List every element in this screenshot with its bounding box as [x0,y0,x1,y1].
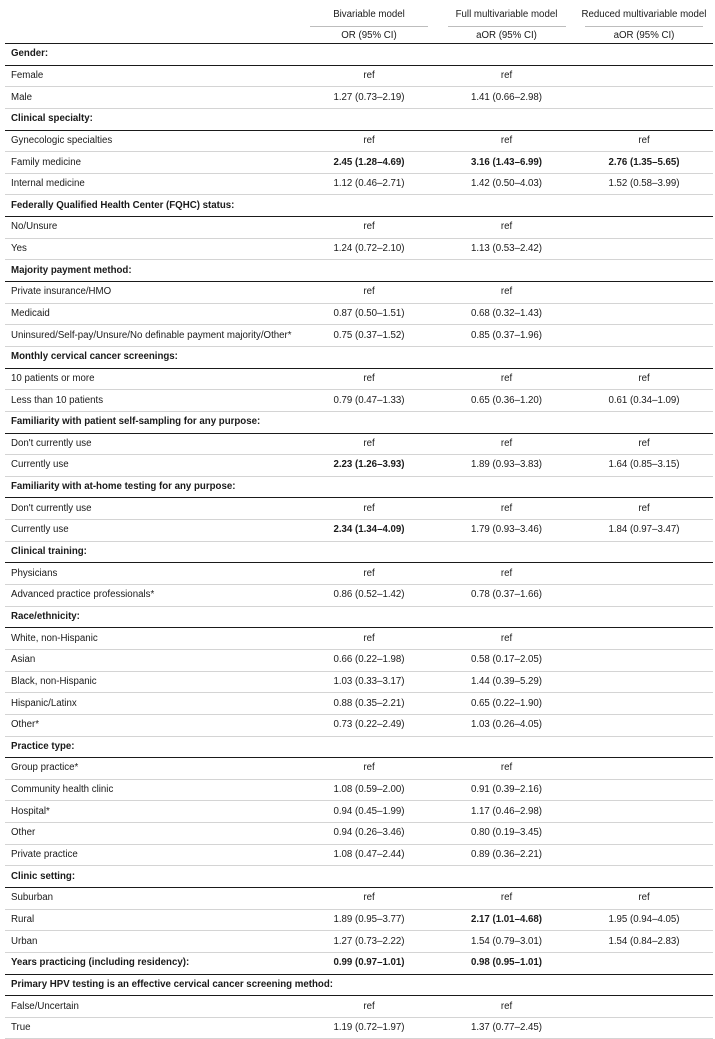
cell-full-multivariable: 1.79 (0.93–3.46) [438,520,575,542]
cell-reduced-multivariable [575,844,713,866]
group-label: Clinical specialty: [5,108,713,130]
cell-full-multivariable: 0.78 (0.37–1.66) [438,585,575,607]
cell-reduced-multivariable [575,823,713,845]
results-table-container [5,4,713,1039]
header-bivariable-model: Bivariable model [333,8,405,20]
cell-full-multivariable: 1.44 (0.39–5.29) [438,671,575,693]
cell-reduced-multivariable [575,758,713,780]
table-group-row [5,108,713,130]
table-row [5,303,713,325]
cell-bivariable: ref [300,758,438,780]
table-row [5,758,713,780]
cell-full-multivariable: ref [438,758,575,780]
table-group-row [5,195,713,217]
row-label: Less than 10 patients [5,390,300,412]
cell-full-multivariable: 1.41 (0.66–2.98) [438,87,575,109]
cell-reduced-multivariable: ref [575,498,713,520]
header-sub-full: aOR (95% CI) [438,25,575,44]
table-row [5,87,713,109]
table-row [5,585,713,607]
table-row [5,282,713,304]
cell-reduced-multivariable [575,563,713,585]
cell-full-multivariable: ref [438,217,575,239]
row-label: Male [5,87,300,109]
significant-value: 2.76 (1.35–5.65) [608,156,680,168]
row-label: Group practice* [5,758,300,780]
cell-reduced-multivariable [575,238,713,260]
table-group-row [5,346,713,368]
cell-reduced-multivariable [575,325,713,347]
table-row [5,433,713,455]
table-row [5,498,713,520]
row-label: Physicians [5,563,300,585]
row-label: Rural [5,909,300,931]
row-label: Family medicine [5,152,300,174]
row-label: Private practice [5,844,300,866]
group-label: Gender: [5,44,713,66]
table-row [5,996,713,1018]
table-row [5,368,713,390]
table-row [5,563,713,585]
table-group-row [5,260,713,282]
cell-full-multivariable [438,152,575,174]
cell-bivariable: 1.03 (0.33–3.17) [300,671,438,693]
cell-full-multivariable: 1.89 (0.93–3.83) [438,455,575,477]
cell-reduced-multivariable: 1.84 (0.97–3.47) [575,520,713,542]
row-label: Hospital* [5,801,300,823]
cell-bivariable: 1.27 (0.73–2.19) [300,87,438,109]
table-row [5,238,713,260]
cell-full-multivariable: ref [438,433,575,455]
row-label: Currently use [5,455,300,477]
cell-bivariable: 0.66 (0.22–1.98) [300,649,438,671]
cell-bivariable: ref [300,887,438,909]
cell-bivariable: ref [300,217,438,239]
cell-reduced-multivariable [575,65,713,87]
group-label: Familiarity with at-home testing for any purpose: [5,476,713,498]
table-row [5,217,713,239]
cell-bivariable: 1.19 (0.72–1.97) [300,1017,438,1039]
cell-full-multivariable: 1.42 (0.50–4.03) [438,173,575,195]
group-label: Primary HPV testing is an effective cervical cancer screening method: [5,974,713,996]
group-label: Years practicing (including residency): [5,952,300,974]
cell-reduced-multivariable [575,714,713,736]
table-row [5,714,713,736]
cell-reduced-multivariable [575,585,713,607]
cell-reduced-multivariable [575,779,713,801]
cell-full-multivariable: 1.54 (0.79–3.01) [438,931,575,953]
row-label: Medicaid [5,303,300,325]
cell-bivariable: ref [300,628,438,650]
cell-bivariable: ref [300,282,438,304]
table-row [5,152,713,174]
cell-full-multivariable: ref [438,996,575,1018]
cell-bivariable: 0.99 (0.97–1.01) [300,952,438,974]
cell-reduced-multivariable: 1.52 (0.58–3.99) [575,173,713,195]
cell-reduced-multivariable: 1.54 (0.84–2.83) [575,931,713,953]
cell-bivariable [300,455,438,477]
header-full-multivariable-model: Full multivariable model [455,8,558,20]
row-label: Private insurance/HMO [5,282,300,304]
table-header [5,4,713,44]
row-label: Urban [5,931,300,953]
cell-reduced-multivariable [575,1017,713,1039]
cell-full-multivariable: ref [438,563,575,585]
row-label: Don't currently use [5,498,300,520]
table-group-row [5,974,713,996]
cell-reduced-multivariable [575,801,713,823]
row-label: Other [5,823,300,845]
cell-bivariable: ref [300,996,438,1018]
cell-bivariable [300,152,438,174]
header-sub-reduced: aOR (95% CI) [575,25,713,44]
cell-bivariable: 0.73 (0.22–2.49) [300,714,438,736]
cell-reduced-multivariable: ref [575,433,713,455]
group-label: Race/ethnicity: [5,606,713,628]
row-label: True [5,1017,300,1039]
cell-full-multivariable: ref [438,130,575,152]
table-row [5,628,713,650]
group-label: Clinic setting: [5,866,713,888]
table-row [5,823,713,845]
table-row [5,801,713,823]
table-row [5,173,713,195]
table-row [5,844,713,866]
cell-bivariable: ref [300,130,438,152]
table-row [5,887,713,909]
row-label: Uninsured/Self-pay/Unsure/No definable payment majority/Other* [5,325,300,347]
cell-bivariable: ref [300,65,438,87]
cell-full-multivariable: 0.68 (0.32–1.43) [438,303,575,325]
cell-full-multivariable: 0.98 (0.95–1.01) [438,952,575,974]
significant-value: 2.34 (1.34–4.09) [333,524,405,536]
cell-reduced-multivariable [575,87,713,109]
table-group-row [5,476,713,498]
group-label: Familiarity with patient self-sampling for any purpose: [5,411,713,433]
odds-ratio-table [5,4,713,1039]
table-row [5,693,713,715]
row-label: Black, non-Hispanic [5,671,300,693]
cell-full-multivariable: ref [438,628,575,650]
table-row [5,325,713,347]
cell-bivariable: 1.12 (0.46–2.71) [300,173,438,195]
cell-bivariable: 0.94 (0.45–1.99) [300,801,438,823]
significant-value: 2.23 (1.26–3.93) [333,459,405,471]
row-label: No/Unsure [5,217,300,239]
table-group-row [5,541,713,563]
cell-full-multivariable: 1.37 (0.77–2.45) [438,1017,575,1039]
group-label: Majority payment method: [5,260,713,282]
cell-bivariable: 1.27 (0.73–2.22) [300,931,438,953]
table-row [5,520,713,542]
table-row [5,671,713,693]
header-reduced-multivariable-model: Reduced multivariable model [581,8,707,20]
cell-full-multivariable: 1.13 (0.53–2.42) [438,238,575,260]
cell-bivariable: ref [300,368,438,390]
cell-full-multivariable: 0.65 (0.36–1.20) [438,390,575,412]
row-label: 10 patients or more [5,368,300,390]
cell-reduced-multivariable: 1.64 (0.85–3.15) [575,455,713,477]
table-group-row [5,736,713,758]
row-label: Don't currently use [5,433,300,455]
table-row [5,130,713,152]
row-label: Internal medicine [5,173,300,195]
cell-bivariable: 1.08 (0.47–2.44) [300,844,438,866]
cell-bivariable [300,520,438,542]
table-row [5,779,713,801]
table-group-row [5,866,713,888]
cell-bivariable: 1.89 (0.95–3.77) [300,909,438,931]
group-label: Clinical training: [5,541,713,563]
cell-full-multivariable: 0.65 (0.22–1.90) [438,693,575,715]
cell-full-multivariable: ref [438,282,575,304]
row-label: Currently use [5,520,300,542]
table-row [5,65,713,87]
row-label: False/Uncertain [5,996,300,1018]
cell-reduced-multivariable [575,282,713,304]
row-label: Yes [5,238,300,260]
cell-bivariable: ref [300,498,438,520]
cell-full-multivariable: 0.89 (0.36–2.21) [438,844,575,866]
header-sub-bivariable: OR (95% CI) [300,25,438,44]
table-row [5,649,713,671]
cell-full-multivariable: 1.17 (0.46–2.98) [438,801,575,823]
row-label: Gynecologic specialties [5,130,300,152]
cell-reduced-multivariable: ref [575,130,713,152]
cell-reduced-multivariable [575,303,713,325]
cell-full-multivariable: 1.03 (0.26–4.05) [438,714,575,736]
cell-reduced-multivariable [575,693,713,715]
cell-bivariable: 0.87 (0.50–1.51) [300,303,438,325]
row-label: White, non-Hispanic [5,628,300,650]
header-blank [5,4,300,25]
cell-full-multivariable [438,909,575,931]
cell-full-multivariable: 0.85 (0.37–1.96) [438,325,575,347]
cell-bivariable: 0.75 (0.37–1.52) [300,325,438,347]
table-group-row [5,44,713,66]
cell-bivariable: 1.24 (0.72–2.10) [300,238,438,260]
significant-value: 2.17 (1.01–4.68) [470,913,543,925]
cell-full-multivariable: ref [438,65,575,87]
cell-reduced-multivariable [575,628,713,650]
group-label: Practice type: [5,736,713,758]
cell-reduced-multivariable [575,217,713,239]
table-row [5,931,713,953]
header-blank-sub [5,25,300,44]
row-label: Asian [5,649,300,671]
cell-full-multivariable: ref [438,368,575,390]
cell-reduced-multivariable [575,952,713,974]
group-label: Federally Qualified Health Center (FQHC) status: [5,195,713,217]
cell-reduced-multivariable: 1.95 (0.94–4.05) [575,909,713,931]
table-row [5,909,713,931]
cell-reduced-multivariable: 0.61 (0.34–1.09) [575,390,713,412]
table-group-row [5,606,713,628]
cell-bivariable: 1.08 (0.59–2.00) [300,779,438,801]
table-row [5,1017,713,1039]
row-label: Advanced practice professionals* [5,585,300,607]
cell-full-multivariable: 0.58 (0.17–2.05) [438,649,575,671]
cell-reduced-multivariable: ref [575,887,713,909]
cell-reduced-multivariable [575,649,713,671]
cell-bivariable: 0.94 (0.26–3.46) [300,823,438,845]
cell-full-multivariable: ref [438,887,575,909]
significant-value: 2.45 (1.28–4.69) [333,156,405,168]
table-body [5,44,713,1039]
cell-bivariable: 0.88 (0.35–2.21) [300,693,438,715]
group-label: Monthly cervical cancer screenings: [5,346,713,368]
cell-full-multivariable: 0.91 (0.39–2.16) [438,779,575,801]
cell-bivariable: ref [300,433,438,455]
cell-bivariable: 0.79 (0.47–1.33) [300,390,438,412]
table-group-row [5,952,713,974]
cell-reduced-multivariable: ref [575,368,713,390]
table-row [5,390,713,412]
row-label: Other* [5,714,300,736]
table-group-row [5,411,713,433]
cell-reduced-multivariable [575,671,713,693]
significant-value: 3.16 (1.43–6.99) [470,156,543,168]
row-label: Community health clinic [5,779,300,801]
cell-reduced-multivariable [575,152,713,174]
row-label: Suburban [5,887,300,909]
table-row [5,455,713,477]
cell-reduced-multivariable [575,996,713,1018]
cell-bivariable: 0.86 (0.52–1.42) [300,585,438,607]
row-label: Hispanic/Latinx [5,693,300,715]
row-label: Female [5,65,300,87]
cell-bivariable: ref [300,563,438,585]
cell-full-multivariable: 0.80 (0.19–3.45) [438,823,575,845]
cell-full-multivariable: ref [438,498,575,520]
